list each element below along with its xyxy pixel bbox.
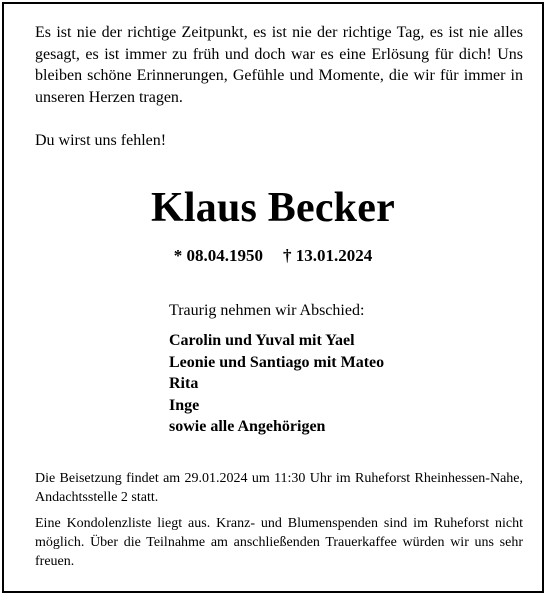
obituary-notice bbox=[2, 2, 544, 593]
mourner-item: Leonie und Santiago mit Mateo bbox=[169, 353, 385, 371]
mourners-list bbox=[169, 330, 384, 438]
death-date: † 13.01.2024 bbox=[283, 246, 373, 265]
birth-date: * 08.04.1950 bbox=[173, 246, 263, 265]
mourner-item: Rita bbox=[169, 375, 199, 392]
farewell-heading: Traurig nehmen wir Abschied: bbox=[169, 302, 365, 319]
condolence-info: Eine Kondolenzliste liegt aus. Kranz- und Blumenspenden sind im Ruheforst nicht möglich. Über die Teilnahme am anschließenden Trauerkaffee würden wir uns sehr freuen. bbox=[35, 516, 523, 569]
intro-text: Es ist nie der richtige Zeitpunkt, es ist nie der richtige Tag, es ist nie alles gesagt, es ist immer zu früh und doch war es eine Erlösung für dich! Uns bleiben schöne Erinnerungen, Gefühle und Momente, die wir für immer in unseren Herzen tragen. bbox=[35, 24, 523, 106]
deceased-name: Klaus Becker bbox=[151, 185, 395, 231]
mourner-item: Inge bbox=[169, 396, 200, 414]
missed-line: Du wirst uns fehlen! bbox=[35, 132, 167, 149]
life-dates bbox=[4, 245, 542, 267]
mourner-item: Carolin und Yuval mit Yael bbox=[169, 332, 355, 349]
funeral-info: Die Beisetzung findet am 29.01.2024 um 11:30 Uhr im Ruheforst Rheinhessen-Nahe, Andachtsstelle 2 statt. bbox=[35, 471, 523, 505]
mourner-item: sowie alle Angehörigen bbox=[169, 418, 326, 435]
